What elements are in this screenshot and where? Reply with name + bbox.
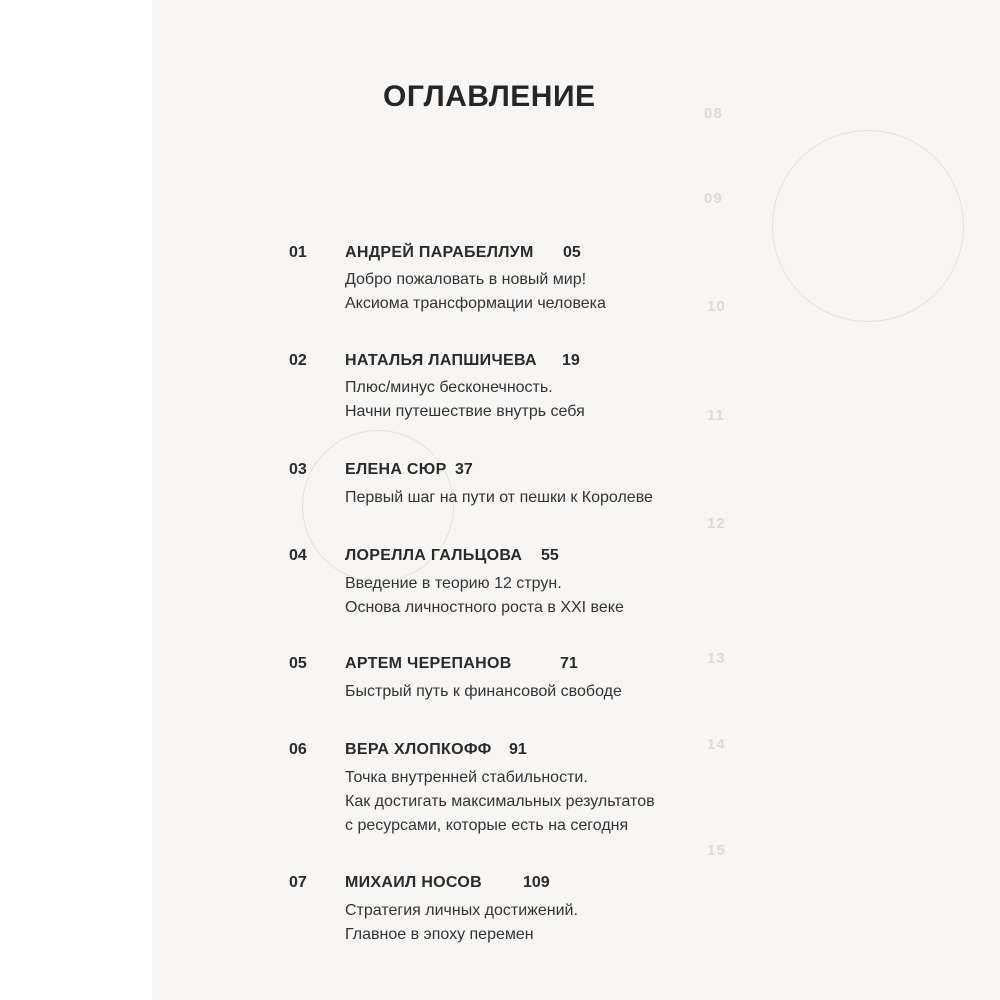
chapter-subtitle: Начни путешествие внутрь себя: [345, 403, 585, 420]
chapter-page: 55: [541, 547, 559, 564]
chapter-author: АНДРЕЙ ПАРАБЕЛЛУМ: [345, 244, 534, 261]
chapter-author: АРТЕМ ЧЕРЕПАНОВ: [345, 655, 512, 672]
chapter-subtitle: Точка внутренней стабильности.: [345, 769, 588, 786]
bleed-through-number: 14: [707, 736, 726, 753]
bleed-through-number: 13: [707, 650, 726, 667]
chapter-subtitle: Главное в эпоху перемен: [345, 926, 534, 943]
bleed-through-number: 08: [704, 105, 723, 122]
chapter-page: 71: [560, 655, 578, 672]
chapter-number: 04: [289, 547, 307, 564]
chapter-subtitle: Быстрый путь к финансовой свободе: [345, 683, 622, 700]
chapter-page: 05: [563, 244, 581, 261]
chapter-page: 19: [562, 352, 580, 369]
chapter-page: 37: [455, 461, 473, 478]
chapter-subtitle: Основа личностного роста в XXI веке: [345, 599, 624, 616]
chapter-number: 07: [289, 874, 307, 891]
chapter-subtitle: Как достигать максимальных результатов: [345, 793, 655, 810]
chapter-subtitle: Аксиома трансформации человека: [345, 295, 606, 312]
bleed-through-number: 15: [707, 842, 726, 859]
chapter-subtitle: Стратегия личных достижений.: [345, 902, 578, 919]
chapter-subtitle: Первый шаг на пути от пешки к Королеве: [345, 489, 653, 506]
page-title: ОГЛАВЛЕНИЕ: [383, 80, 596, 113]
chapter-author: ВЕРА ХЛОПКОФФ: [345, 741, 492, 758]
chapter-subtitle: с ресурсами, которые есть на сегодня: [345, 817, 629, 834]
chapter-author: НАТАЛЬЯ ЛАПШИЧЕВА: [345, 352, 537, 369]
chapter-number: 01: [289, 244, 307, 261]
chapter-number: 05: [289, 655, 307, 672]
chapter-number: 03: [289, 461, 307, 478]
bleed-through-number: 12: [707, 515, 726, 532]
chapter-author: МИХАИЛ НОСОВ: [345, 874, 482, 891]
bleed-through-number: 11: [707, 407, 725, 424]
chapter-number: 06: [289, 741, 307, 758]
chapter-subtitle: Добро пожаловать в новый мир!: [345, 271, 587, 288]
bleed-through-number: 09: [704, 190, 723, 207]
chapter-author: ЛОРЕЛЛА ГАЛЬЦОВА: [345, 547, 523, 564]
chapter-author: ЕЛЕНА СЮР: [345, 461, 447, 478]
chapter-page: 109: [523, 874, 550, 891]
chapter-subtitle: Плюс/минус бесконечность.: [345, 379, 553, 396]
chapter-subtitle: Введение в теорию 12 струн.: [345, 575, 562, 592]
chapter-page: 91: [509, 741, 527, 758]
chapter-number: 02: [289, 352, 307, 369]
bleed-through-number: 10: [707, 298, 726, 315]
